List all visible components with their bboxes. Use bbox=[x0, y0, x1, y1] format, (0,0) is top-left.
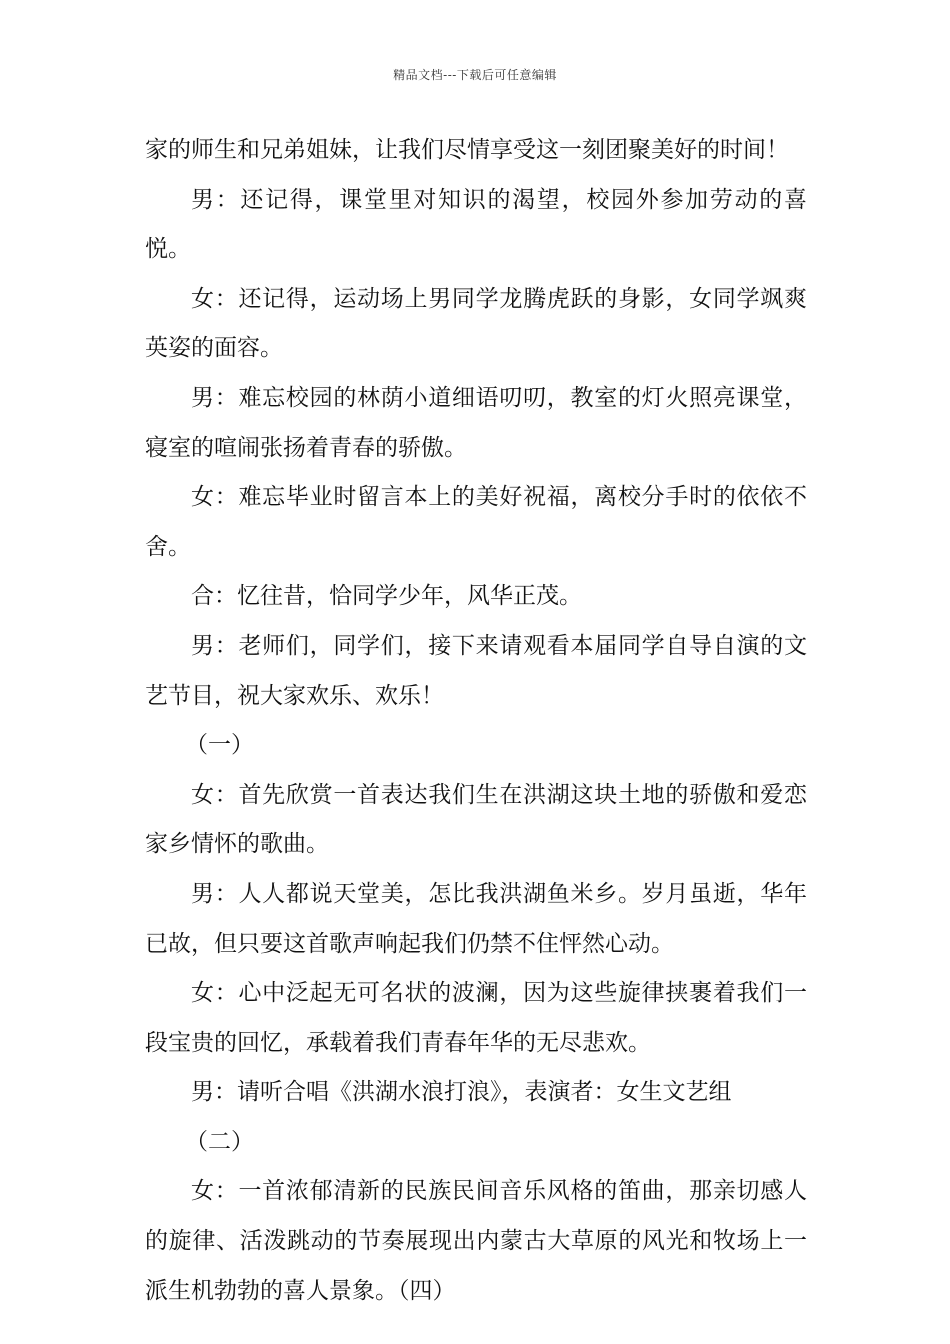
section-heading: （一） bbox=[185, 732, 254, 759]
paragraph: 男：还记得，课堂里对知识的渴望，校园外参加劳动的喜悦。 bbox=[145, 186, 807, 263]
paragraph: 女：首先欣赏一首表达我们生在洪湖这块土地的骄傲和爱恋家乡情怀的歌曲。 bbox=[145, 781, 807, 858]
document-body bbox=[145, 126, 807, 1316]
paragraph: 家的师生和兄弟姐妹，让我们尽情享受这一刻团聚美好的时间！ bbox=[145, 137, 789, 163]
paragraph: 男：人人都说天堂美，怎比我洪湖鱼米乡。岁月虽逝，华年已故，但只要这首歌声响起我们仍禁不住怦然心动。 bbox=[145, 880, 807, 957]
paragraph: 男：难忘校园的林荫小道细语叨叨，教室的灯火照亮课堂，寝室的喧闹张扬着青春的骄傲。 bbox=[145, 384, 807, 461]
page-header: 精品文档---下载后可任意编辑 bbox=[393, 68, 557, 82]
paragraph: 女：还记得，运动场上男同学龙腾虎跃的身影，女同学飒爽英姿的面容。 bbox=[145, 285, 807, 362]
paragraph: 合：忆往昔，恰同学少年，风华正茂。 bbox=[191, 583, 582, 610]
paragraph: 女：一首浓郁清新的民族民间音乐风格的笛曲，那亲切感人的旋律、活泼跳动的节奏展现出内蒙古大草原的风光和牧场上一派生机勃勃的喜人景象。（四） bbox=[145, 1178, 807, 1304]
paragraph: 男：老师们，同学们，接下来请观看本届同学自导自演的文艺节目，祝大家欢乐、欢乐！ bbox=[145, 632, 807, 709]
paragraph: 女：难忘毕业时留言本上的美好祝福，离校分手时的依依不舍。 bbox=[145, 484, 807, 560]
paragraph: 女：心中泛起无可名状的波澜，因为这些旋律挟裹着我们一段宝贵的回忆，承载着我们青春年华的无尽悲欢。 bbox=[145, 980, 807, 1056]
section-heading: （二） bbox=[185, 1128, 254, 1155]
paragraph: 男：请听合唱《洪湖水浪打浪》，表演者：女生文艺组 bbox=[191, 1079, 732, 1106]
